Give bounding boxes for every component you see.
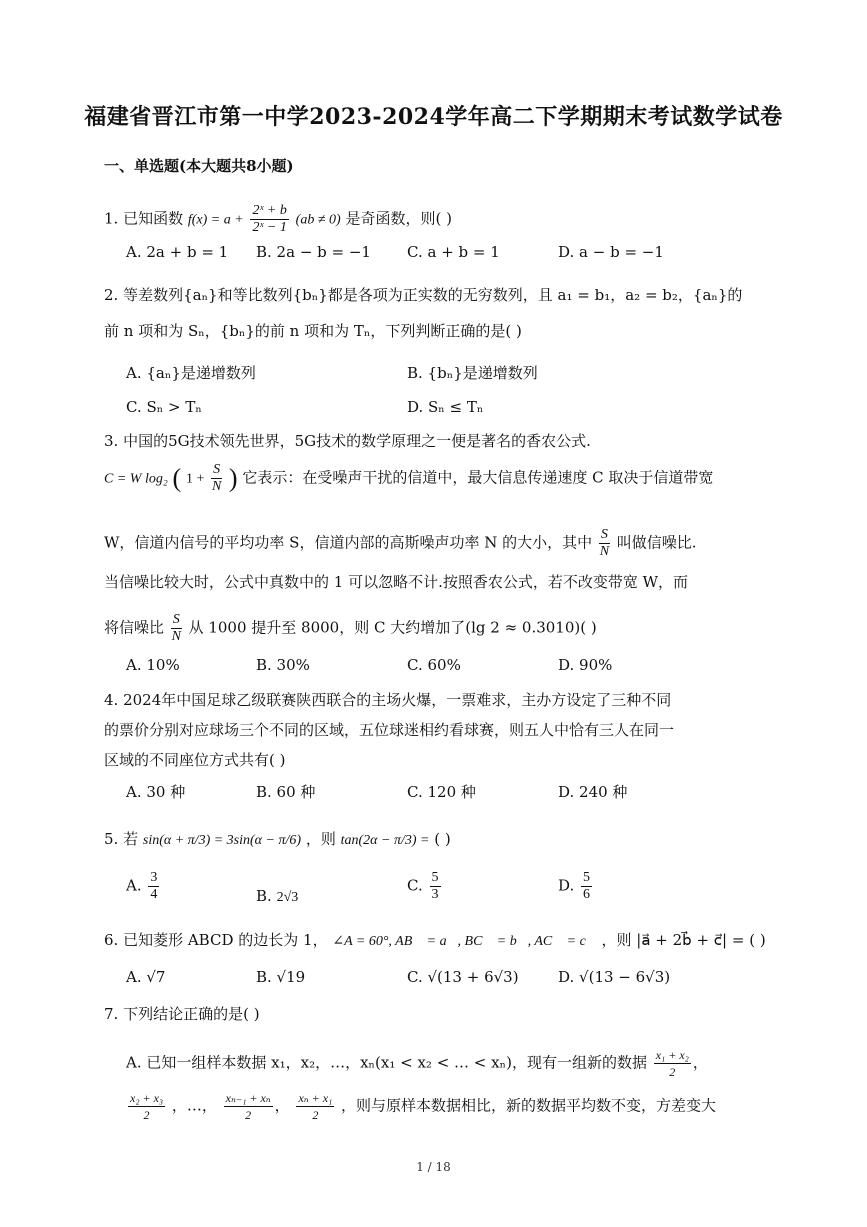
q5-d-num: 5	[583, 870, 591, 885]
q3-line-5-pre: 将信噪比	[104, 618, 165, 637]
q2-option-c: C. Sₙ > Tₙ	[126, 398, 202, 416]
q5-option-b	[256, 887, 298, 906]
q3-snr-den: N	[599, 544, 610, 559]
q7-a-frac2-den: 2	[143, 1108, 150, 1122]
question-3-line-2	[104, 462, 713, 495]
q6-option-a: A. √7	[126, 968, 166, 986]
q7-a-fraction-4	[296, 1090, 334, 1123]
q5-a-den: 4	[150, 887, 158, 902]
q7-a-frac1-num: x₁ + x₂	[655, 1048, 689, 1062]
q1-frac-num: 2ˣ + b	[252, 203, 287, 218]
q3-option-c: C. 60%	[407, 656, 461, 674]
q4-option-c: C. 120 种	[407, 783, 476, 801]
page-title: 福建省晋江市第一中学2023-2024学年高二下学期期末考试数学试卷	[84, 104, 783, 130]
question-3-line-1: 3. 中国的5G技术领先世界，5G技术的数学原理之一便是著名的香农公式.	[104, 432, 591, 450]
q5-equation: sin(α + π/3) = 3sin(α − π/6)	[142, 833, 302, 848]
q5-d-label: D.	[558, 876, 575, 895]
q1-fraction	[250, 203, 288, 236]
q3-line-5-post: 从 1000 提升至 8000，则 C 大约增加了(lg 2 ≈ 0.3010)( )	[188, 618, 597, 637]
q7-a-frac2-num: x₂ + x₃	[130, 1091, 164, 1105]
q7-a-frac3-den: 2	[245, 1108, 252, 1122]
q1-function: f(x) = a +	[187, 212, 244, 228]
q7-a-ellipsis: ，…，	[171, 1096, 217, 1115]
q5-b-value: 2√3	[276, 890, 299, 905]
q3-snr-fraction	[599, 527, 610, 560]
q5-a-label: A.	[126, 876, 142, 895]
question-5-stem	[104, 828, 451, 849]
q3-snr-fraction-2	[171, 612, 182, 645]
q5-mid: ，则	[305, 830, 336, 848]
q1-condition: (ab ≠ 0)	[295, 212, 341, 228]
question-7-stem: 7. 下列结论正确的是( )	[104, 1005, 260, 1023]
q2-option-d: D. Sₙ ≤ Tₙ	[407, 398, 484, 416]
q7-option-a-line-2: $\frac{\text{x₂ + x₃}}{2}$ ，…， $\frac{\text{xₙ₋₁ + xₙ}}{2}$ ， $\frac{\text{xₙ + x₁}}{2}$ ，则与原样本数据相比，新的数据平均数不变，方差变大	[130, 1091, 717, 1122]
q7-a-fraction-1	[654, 1047, 691, 1080]
q7-a-frac4-den: 2	[312, 1108, 319, 1122]
q3-snr2-den: N	[171, 629, 181, 644]
q5-pre: 5. 若	[104, 830, 139, 848]
q3-line-3-post: 叫做信噪比.	[616, 533, 697, 552]
q6-condition: ∠A = 60°, AB⃗ = a⃗, BC⃗ = b⃗, AC⃗ = c⃗	[332, 934, 597, 949]
question-3-line-4: 当信噪比较大时，公式中真数中的 1 可以忽略不计.按照香农公式，若不改变带宽 W，而	[104, 573, 689, 591]
q3-frac-num: S	[213, 462, 221, 477]
shannon-formula: C = W log₂	[104, 471, 168, 487]
q3-option-d: D. 90%	[558, 656, 613, 674]
q3-snr2-num: S	[172, 612, 180, 627]
q3-formula-one: 1 +	[185, 471, 205, 487]
section-heading: 一、单选题(本大题共8小题)	[104, 157, 294, 175]
question-1-stem	[104, 203, 452, 236]
q6-post: ，则 |a⃗ + 2b⃗ + c⃗| = ( )	[601, 931, 766, 949]
q6-pre: 6. 已知菱形 ABCD 的边长为 1，	[104, 931, 328, 949]
q6-option-c: C. √(13 + 6√3)	[407, 968, 519, 986]
q5-c-fraction	[430, 870, 441, 903]
q1-option-d: D. a − b = −1	[558, 243, 664, 261]
q3-option-a: A. 10%	[126, 656, 180, 674]
q5-option-c	[407, 870, 443, 903]
question-3-line-3	[104, 527, 696, 560]
page-number: 1 / 18	[416, 1160, 451, 1174]
q1-stem-pre: 1. 已知函数	[104, 209, 184, 228]
q7-a-frac4-num: xₙ + x₁	[298, 1091, 333, 1105]
q3-snr-num: S	[600, 527, 608, 542]
question-4-line-3: 区域的不同座位方式共有( )	[104, 751, 286, 769]
q5-b-label: B.	[256, 887, 272, 905]
q7-a-fraction-2	[128, 1090, 165, 1123]
q1-option-c: C. a + b = 1	[407, 243, 500, 261]
q3-fraction	[211, 462, 222, 495]
q1-option-a: A. 2a + b = 1	[126, 243, 229, 261]
q4-option-d: D. 240 种	[558, 783, 628, 801]
q3-line-2-text: 它表示：在受噪声干扰的信道中，最大信息传递速度 C 取决于信道带宽	[242, 468, 714, 487]
question-4-line-2: 的票价分别对应球场三个不同的区域，五位球迷相约看球赛，则五人中恰有三人在同一	[104, 721, 675, 739]
q5-c-label: C.	[407, 876, 423, 895]
q7-a-frac3-num: xₙ₋₁ + xₙ	[225, 1091, 271, 1105]
q1-frac-den: 2ˣ − 1	[252, 220, 287, 235]
q3-paren-right: )	[228, 463, 238, 493]
q1-stem-post: 是奇函数，则( )	[345, 209, 452, 228]
q7-a-line-2-text: ，则与原样本数据相比，新的数据平均数不变，方差变大	[341, 1096, 717, 1115]
q5-option-a	[126, 870, 161, 903]
q5-a-num: 3	[150, 870, 158, 885]
q5-d-fraction	[581, 870, 592, 903]
q5-target: tan(2α − π/3) =	[340, 833, 430, 848]
q7-option-a-line-1: A. 已知一组样本数据 x₁，x₂，…，xₙ(x₁ < x₂ < … < xₙ)，现有一组新的数据 $\frac{\text{x₁ + x₂}}{2}$ ，	[126, 1048, 708, 1079]
q4-option-b: B. 60 种	[256, 783, 316, 801]
question-4-line-1: 4. 2024年中国足球乙级联赛陕西联合的主场火爆，一票难求，主办方设定了三种不同	[104, 691, 672, 709]
question-2-line-1: 2. 等差数列{aₙ}和等比数列{bₙ}都是各项为正实数的无穷数列，且 a₁ = b₁，a₂ = b₂，{aₙ}的	[104, 286, 743, 304]
q3-option-b: B. 30%	[256, 656, 310, 674]
q6-option-b: B. √19	[256, 968, 306, 986]
q2-option-a: A. {aₙ}是递增数列	[126, 364, 256, 382]
q5-d-den: 6	[583, 887, 591, 902]
q7-a-frac1-den: 2	[669, 1065, 676, 1079]
q5-c-num: 5	[431, 870, 439, 885]
q3-line-3-pre: W，信道内信号的平均功率 S，信道内部的高斯噪声功率 N 的大小，其中	[104, 533, 593, 552]
question-6-stem	[104, 929, 766, 950]
q5-post: ( )	[434, 830, 451, 848]
q6-option-d: D. √(13 − 6√3)	[558, 968, 671, 986]
q2-option-b: B. {bₙ}是递增数列	[407, 364, 538, 382]
q5-c-den: 3	[431, 887, 439, 902]
question-2-line-2: 前 n 项和为 Sₙ，{bₙ}的前 n 项和为 Tₙ，下列判断正确的是( )	[104, 322, 522, 340]
q1-option-b: B. 2a − b = −1	[256, 243, 371, 261]
q7-a-line-1-text: A. 已知一组样本数据 x₁，x₂，…，xₙ(x₁ < x₂ < … < xₙ)，现有一组新的数据	[126, 1053, 647, 1072]
q4-option-a: A. 30 种	[126, 783, 186, 801]
q5-option-d	[558, 870, 594, 903]
q3-frac-den: N	[211, 479, 222, 494]
q7-a-fraction-3	[224, 1090, 273, 1123]
q5-a-fraction	[148, 870, 159, 903]
q3-paren-left: (	[172, 463, 182, 493]
question-3-line-5	[104, 612, 597, 645]
